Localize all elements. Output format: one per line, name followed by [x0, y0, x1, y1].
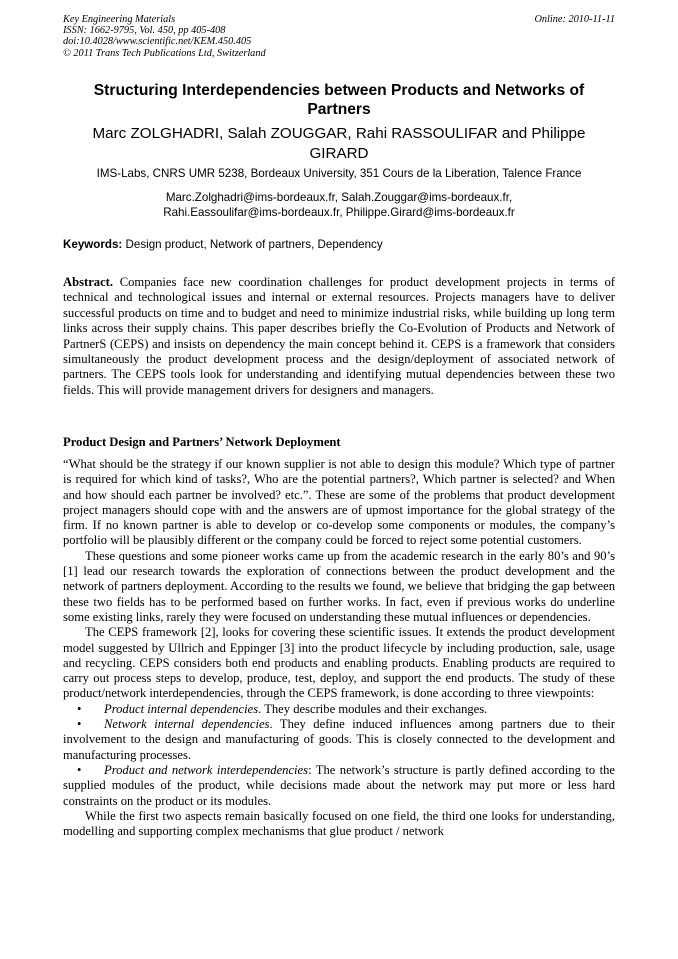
keywords-label: Keywords:	[63, 238, 123, 251]
paragraph-2: These questions and some pioneer works came up from the academic research in the early 80’s and 90’s [1] lead our research towards the exploration of connections between the product development and the network of partners deployment. According to the results we found, we believe that bridging the gap between these two fields has to be performed based on further works. In fact, even if previous works do underline some existing links, rarely they were focused on understanding these mutual influences or dependencies.	[63, 548, 615, 624]
emails-line-1: Marc.Zolghadri@ims-bordeaux.fr, Salah.Zouggar@ims-bordeaux.fr,	[165, 191, 513, 204]
bullet-term: Product internal dependencies	[104, 701, 259, 716]
author-emails	[100, 190, 578, 221]
abstract-text: Companies face new coordination challenges for product development projects in terms of technical and technological issues and internal or external resources. Projects managers have to deliver successful products on time and to budget and need to minimize industrial risks, while building up long term links across their supply chains. This paper describes briefly the Co-Evolution of Products and Network of PartnerS (CEPS) and insists on dependency the main concept behind it. CEPS is a framework that considers simultaneously the product development process and the design/deployment of associated network of partners. The CEPS tools look for understanding and identifying mutual dependencies between these two fields. This will provide management drivers for designers and managers.	[63, 275, 615, 397]
bullet-symbol: •	[77, 762, 82, 777]
bullet-symbol: •	[77, 701, 82, 716]
copyright-line: © 2011 Trans Tech Publications Ltd, Switzerland	[63, 47, 266, 59]
author-affiliation: IMS-Labs, CNRS UMR 5238, Bordeaux University, 351 Cours de la Liberation, Talence France	[96, 167, 582, 180]
paragraph-1: “What should be the strategy if our known supplier is not able to design this module? Which type of partner is required for which kind of tasks?, Who are the potential partners?, Which partner is selected? and When and how should each partner be involved? etc.”. These are some of the problems that product development project managers should cope with and the answers are of upmost importance for the global strategy of the firm. If no known partner is able to develop or co-develop some components or modules, the company’s portfolio will be plausibly different or the company could be forced to reject some potential customers.	[63, 457, 615, 548]
abstract	[63, 275, 615, 398]
issn-line: ISSN: 1662-9795, Vol. 450, pp 405-408	[63, 25, 226, 37]
bullet-item	[63, 717, 615, 763]
online-date: Online: 2010-11-11	[534, 14, 615, 25]
bullet-text: : The network’s structure is partly defined according to the supplied modules of the product, while decisions made about the network may put more or less hard constraints on the product or its modules.	[63, 762, 615, 808]
abstract-label: Abstract.	[63, 275, 114, 289]
paper-authors: Marc ZOLGHADRI, Salah ZOUGGAR, Rahi RASSOULIFAR and Philippe GIRARD	[92, 125, 586, 162]
emails-line-2: Rahi.Eassoulifar@ims-bordeaux.fr, Philippe.Girard@ims-bordeaux.fr	[163, 206, 515, 220]
keywords	[63, 238, 615, 252]
bullet-symbol: •	[77, 717, 82, 732]
bullet-item	[63, 702, 615, 717]
journal-header	[63, 14, 615, 59]
bullet-item	[63, 763, 615, 809]
paragraph-4: While the first two aspects remain basically focused on one field, the third one looks for understanding, modelling and supporting complex mechanisms that glue product / network	[63, 808, 615, 839]
journal-name: Key Engineering Materials	[63, 14, 176, 25]
section-body	[63, 457, 615, 839]
section-heading: Product Design and Partners’ Network Deployment	[63, 435, 341, 449]
doi-line: doi:10.4028/www.scientific.net/KEM.450.405	[63, 36, 252, 48]
paper-title: Structuring Interdependencies between Products and Networks of Partners	[93, 82, 585, 118]
bullet-term: Product and network interdependencies	[104, 762, 309, 777]
paragraph-3: The CEPS framework [2], looks for covering these scientific issues. It extends the product development model suggested by Ullrich and Eppinger [3] into the product lifecycle by including production, sale, usage and recycling. CEPS considers both end products and enabling products. Enabling products are required to carry out process steps to develop, produce, test, deploy, and support the end products. The study of these product/network interdependencies, through the CEPS framework, is done according to three viewpoints:	[63, 625, 615, 701]
bullet-text: . They define induced influences among partners due to their involvement to the design and manufacturing of goods. This is closely connected to the development and manufacturing processes.	[63, 717, 615, 762]
bullet-term: Network internal dependencies	[104, 717, 270, 732]
keywords-text: Design product, Network of partners, Dependency	[122, 238, 383, 251]
bullet-text: . They describe modules and their exchanges.	[258, 701, 488, 716]
